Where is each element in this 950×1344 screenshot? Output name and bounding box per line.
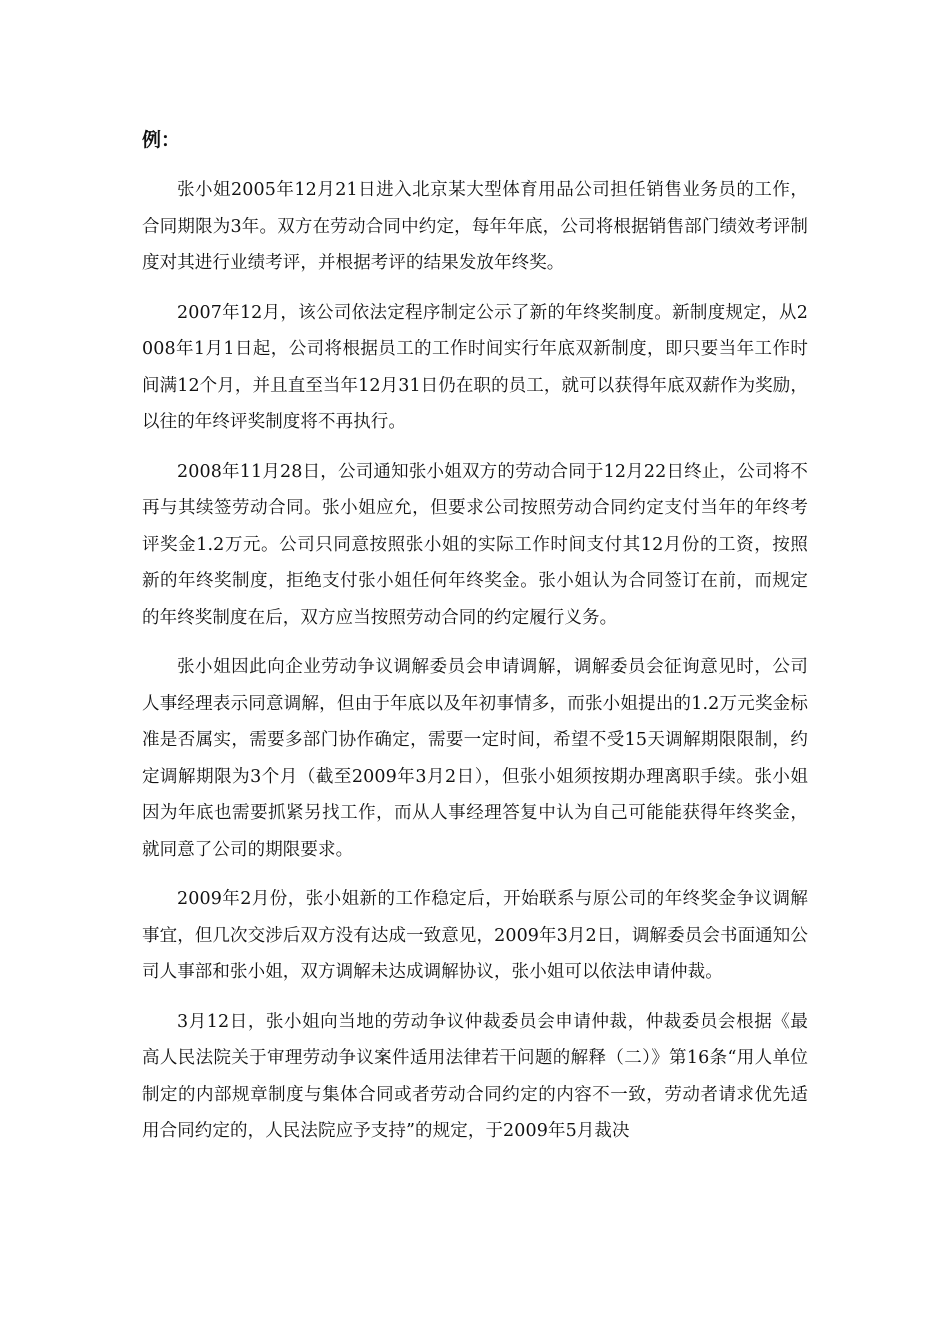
paragraph-hiring: 张小姐2005年12月21日进入北京某大型体育用品公司担任销售业务员的工作，合同期限为3年。双方在劳动合同中约定，每年年底，公司将根据销售部门绩效考评制度对其进行业绩考评，并根据考评的结果发放年终奖。: [142, 180, 808, 273]
example-heading: 例：: [142, 129, 181, 151]
paragraph-mediation-failure: 2009年2月份，张小姐新的工作稳定后，开始联系与原公司的年终奖金争议调解事宜，但几次交涉后双方没有达成一致意见，2009年3月2日，调解委员会书面通知公司人事部和张小姐，双方调解未达成调解协议，张小姐可以依法申请仲裁。: [142, 889, 808, 982]
paragraph-new-bonus-policy: 2007年12月，该公司依法定程序制定公示了新的年终奖制度。新制度规定，从2008年1月1日起，公司将根据员工的工作时间实行年底双新制度，即只要当年工作时间满12个月，并且直至当年12月31日仍在职的员工，就可以获得年底双薪作为奖励，以往的年终评奖制度将不再执行。: [142, 302, 808, 432]
paragraph-contract-termination: 2008年11月28日，公司通知张小姐双方的劳动合同于12月22日终止，公司将不再与其续签劳动合同。张小姐应允，但要求公司按照劳动合同约定支付当年的年终考评奖金1.2万元。公司只同意按照张小姐的实际工作时间支付其12月份的工资，按照新的年终奖制度，拒绝支付张小姐任何年终奖金。张小姐认为合同签订在前，而规定的年终奖制度在后，双方应当按照劳动合同的约定履行义务。: [142, 461, 808, 628]
document-body: [142, 122, 808, 1163]
paragraph-arbitration: 3月12日，张小姐向当地的劳动争议仲裁委员会申请仲裁，仲裁委员会根据《最高人民法院关于审理劳动争议案件适用法律若干问题的解释（二）》第16条“用人单位制定的内部规章制度与集体合同或者劳动合同约定的内容不一致，劳动者请求优先适用合同约定的，人民法院应予支持”的规定，于2009年5月裁决: [142, 1011, 808, 1141]
paragraph-mediation-request: 张小姐因此向企业劳动争议调解委员会申请调解，调解委员会征询意见时，公司人事经理表示同意调解，但由于年底以及年初事情多，而张小姐提出的1.2万元奖金标准是否属实，需要多部门协作确定，需要一定时间，希望不受15天调解期限限制，约定调解期限为3个月（截至2009年3月2日），但张小姐须按期办理离职手续。张小姐因为年底也需要抓紧另找工作，而从人事经理答复中认为自己可能能获得年终奖金，就同意了公司的期限要求。: [142, 657, 808, 860]
